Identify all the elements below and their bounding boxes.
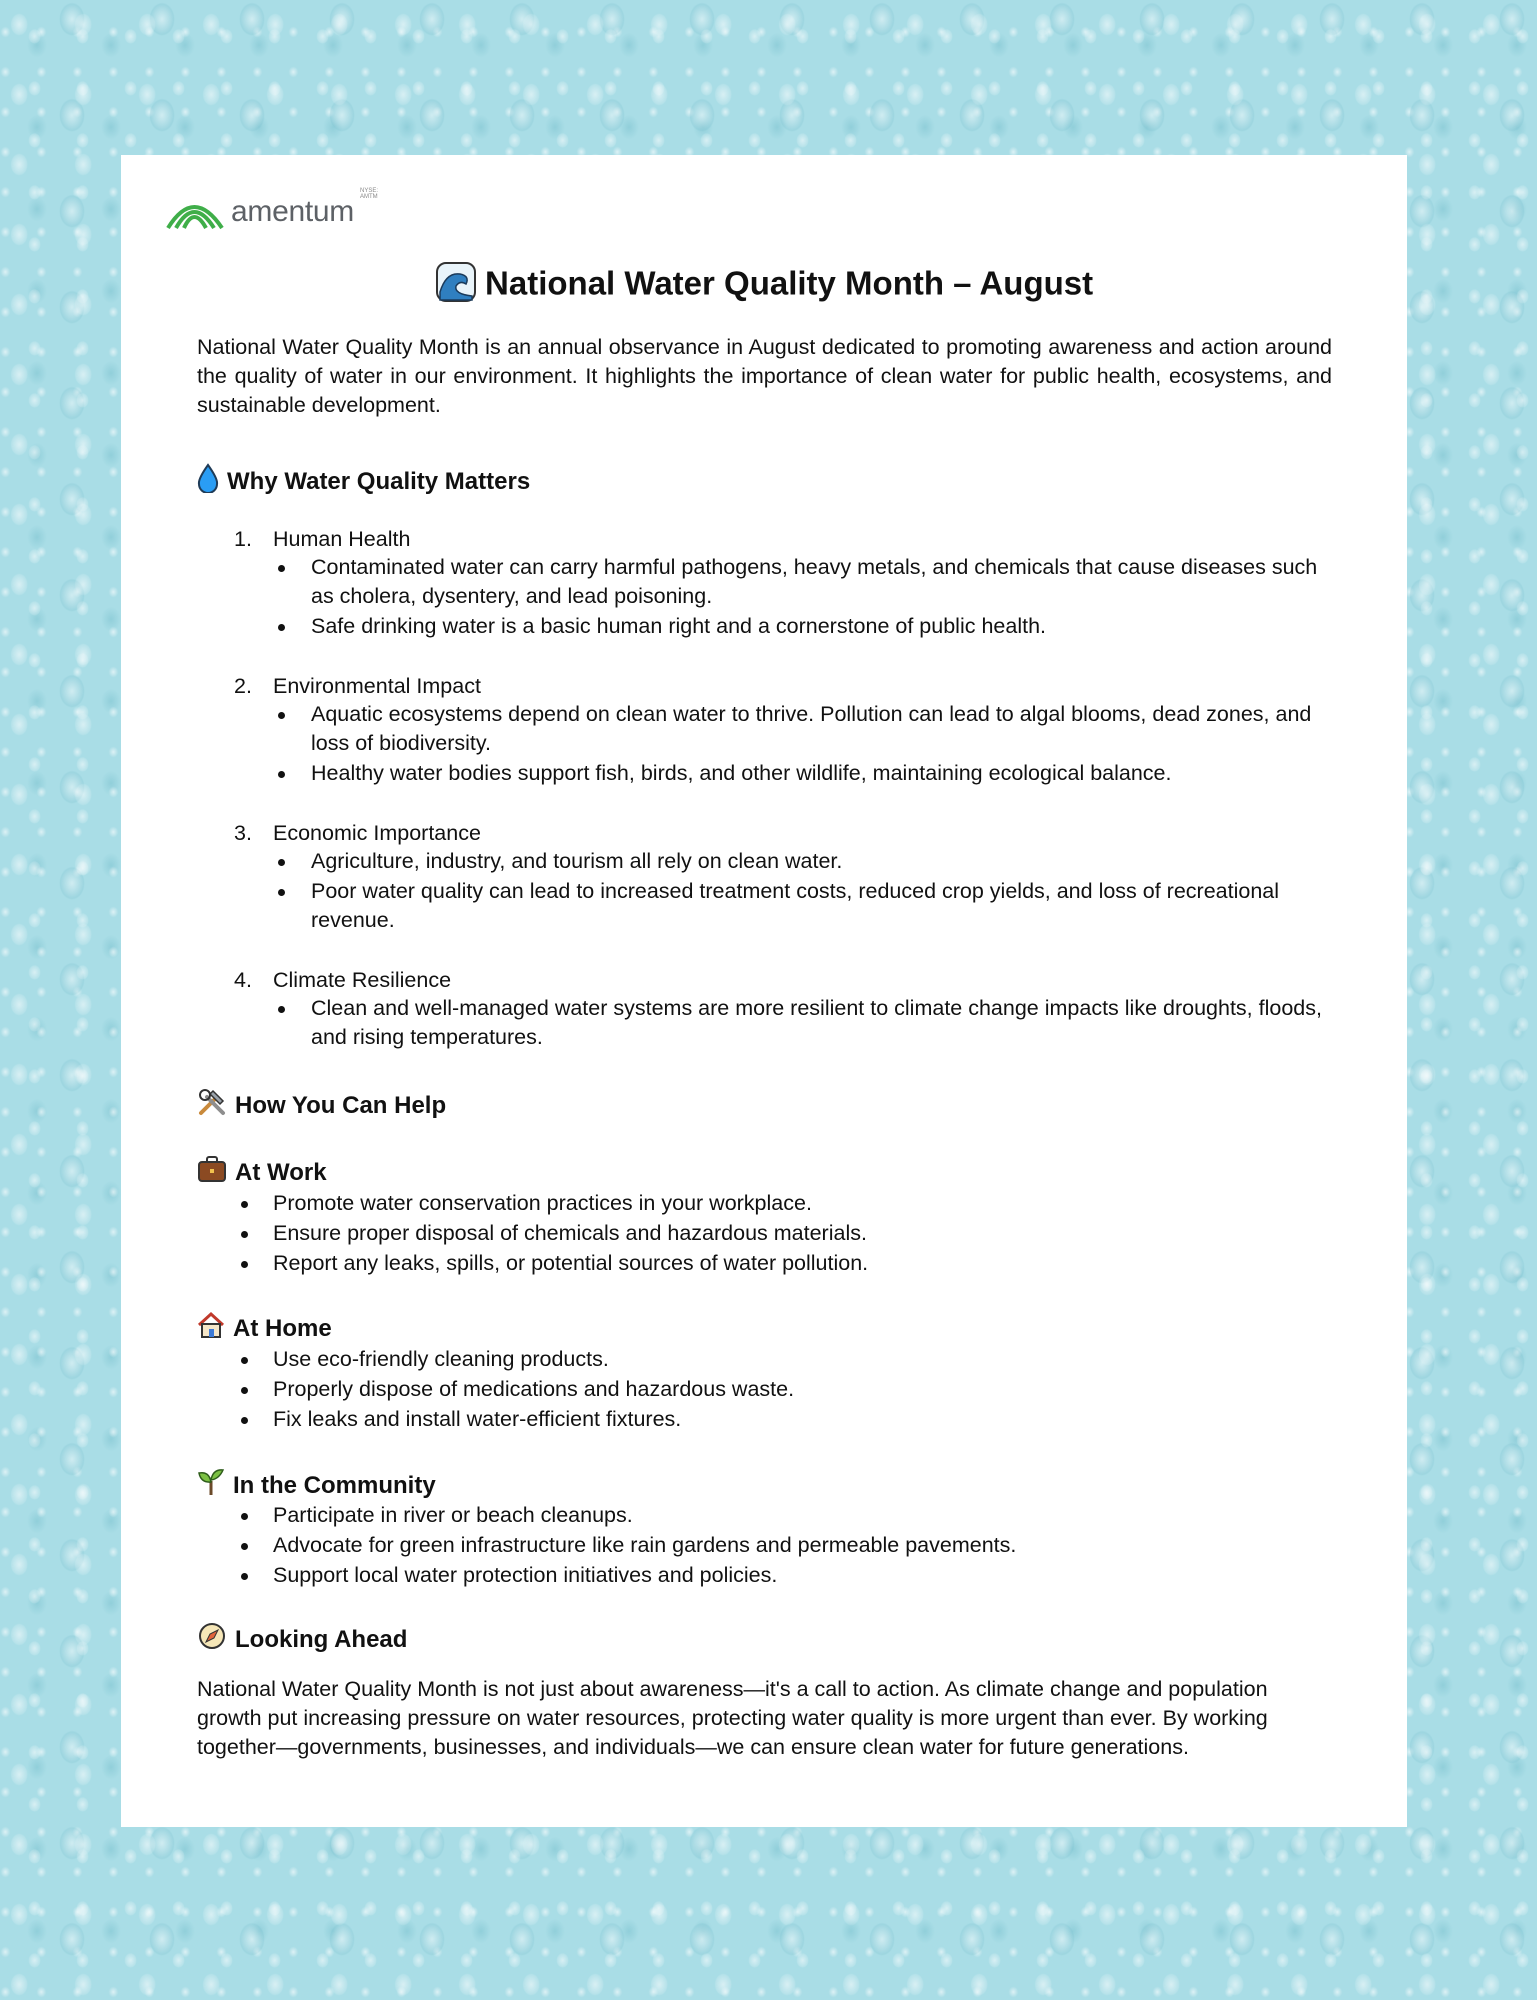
section-heading-why	[197, 463, 530, 500]
section-heading-help	[197, 1087, 446, 1124]
bullet-text: Agriculture, industry, and tourism all rely on clean water.	[311, 849, 843, 873]
bullet-text: Aquatic ecosystems depend on clean water to thrive. Pollution can lead to algal blooms, dead zones, and loss of biodiversity.	[311, 702, 1312, 755]
logo-arches-icon	[166, 192, 226, 232]
bullet-text: Report any leaks, spills, or potential sources of water pollution.	[273, 1251, 869, 1275]
bullet-text: Advocate for green infrastructure like rain gardens and permeable pavements.	[273, 1533, 1017, 1557]
house-icon	[197, 1311, 225, 1346]
bullet-text: Promote water conservation practices in your workplace.	[273, 1191, 812, 1215]
item-label: Environmental Impact	[273, 674, 481, 698]
heading-text: Looking Ahead	[235, 1625, 408, 1653]
heading-text: How You Can Help	[235, 1091, 447, 1119]
item-label: Economic Importance	[273, 821, 481, 845]
heading-text: Why Water Quality Matters	[227, 467, 531, 495]
bullet-text: Ensure proper disposal of chemicals and hazardous materials.	[273, 1221, 867, 1245]
wave-icon	[436, 262, 476, 310]
bullet-text: Properly dispose of medications and hazardous waste.	[273, 1377, 795, 1401]
subheading-community	[197, 1467, 436, 1504]
looking-ahead-paragraph: National Water Quality Month is not just about awareness—it's a call to action. As climate change and population growth put increasing pressure on water resources, protecting water quality is more urgent than ever. By working together—governments, businesses, and individuals—we can ensure clean water for future generations.	[197, 1677, 1268, 1759]
bullet-text: Clean and well-managed water systems are more resilient to climate change impacts like droughts, floods, and rising temperatures.	[311, 996, 1322, 1049]
bullet-text: Participate in river or beach cleanups.	[273, 1503, 633, 1527]
tools-icon	[197, 1087, 227, 1124]
subheading-at-home	[197, 1311, 332, 1346]
intro-paragraph: National Water Quality Month is an annual observance in August dedicated to promoting awareness and action around the quality of water in our environment. It highlights the importance of clean water for public health, ecosystems, and sustainable development.	[197, 335, 1332, 417]
item-number: 3.	[234, 821, 252, 845]
bullet-text: Healthy water bodies support fish, birds, and other wildlife, maintaining ecological balance.	[311, 761, 1172, 785]
logo-ticker: NYSE: AMTM	[360, 188, 379, 200]
bullet-text: Support local water protection initiatives and policies.	[273, 1563, 778, 1587]
seedling-icon	[197, 1467, 225, 1504]
page-title	[197, 262, 1332, 310]
bullet-text: Contaminated water can carry harmful pathogens, heavy metals, and chemicals that cause diseases such as cholera, dysentery, and lead poisoning.	[311, 555, 1318, 608]
briefcase-icon	[197, 1155, 227, 1190]
heading-text: At Work	[235, 1158, 327, 1186]
droplet-icon	[197, 463, 219, 500]
item-label: Human Health	[273, 527, 411, 551]
amentum-logo	[166, 188, 379, 237]
section-heading-ahead	[197, 1621, 407, 1658]
bullet-text: Safe drinking water is a basic human right and a cornerstone of public health.	[311, 614, 1047, 638]
logo-wordmark: amentum	[231, 195, 354, 228]
bullet-text: Fix leaks and install water-efficient fixtures.	[273, 1407, 682, 1431]
title-text: National Water Quality Month – August	[485, 264, 1094, 302]
item-number: 1.	[234, 527, 252, 551]
compass-icon	[197, 1621, 227, 1658]
document-page	[121, 155, 1407, 1827]
subheading-at-work	[197, 1155, 327, 1190]
bullet-text: Poor water quality can lead to increased treatment costs, reduced crop yields, and loss of recreational revenue.	[311, 879, 1280, 932]
item-number: 2.	[234, 674, 252, 698]
heading-text: At Home	[233, 1314, 332, 1342]
item-label: Climate Resilience	[273, 968, 452, 992]
bullet-text: Use eco-friendly cleaning products.	[273, 1347, 609, 1371]
item-number: 4.	[234, 968, 252, 992]
heading-text: In the Community	[233, 1471, 436, 1499]
